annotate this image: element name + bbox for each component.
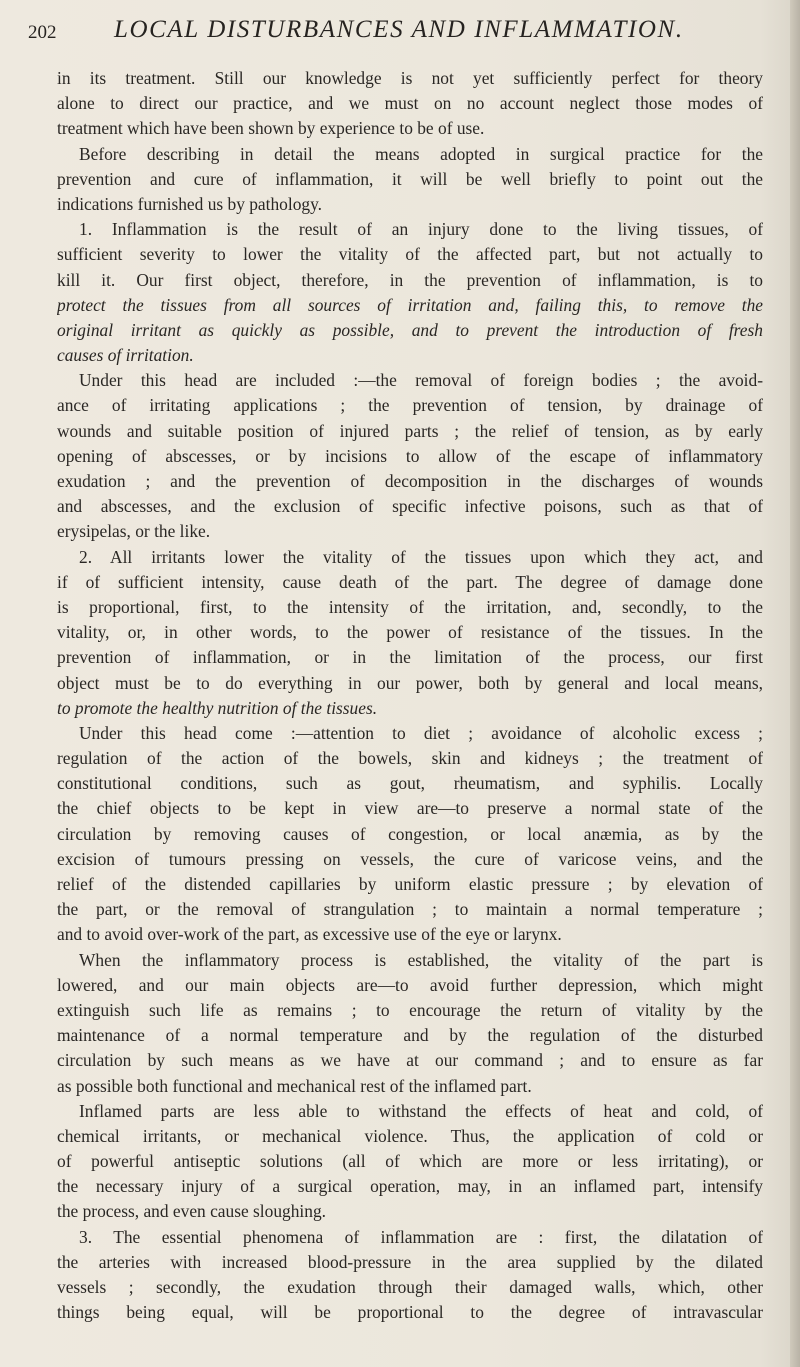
text-line: Before describing in detail the means adopted in surgical practice for the xyxy=(79,143,763,164)
text-line: vitality, or, in other words, to the power of resistance of the tissues. In the xyxy=(57,622,763,643)
text-line: the necessary injury of a surgical operation, may, in an inflamed part, intensify xyxy=(57,1176,763,1197)
text-line: as possible both functional and mechanical rest of the inflamed part. xyxy=(57,1075,532,1096)
text-line: alone to direct our practice, and we must on no account neglect those modes of xyxy=(57,93,763,114)
text-line: and abscesses, and the exclusion of specific infective poisons, such as that of xyxy=(57,496,763,517)
text-line: vessels ; secondly, the exudation through their damaged walls, which, other xyxy=(57,1277,763,1297)
text-line: extinguish such life as remains ; to encourage the return of vitality by the xyxy=(57,999,763,1020)
text-line: Inflamed parts are less able to withstand the effects of heat and cold, of xyxy=(79,1100,763,1121)
text-line: sufficient severity to lower the vitality of the affected part, but not actually to xyxy=(57,244,763,265)
text-line: relief of the distended capillaries by uniform elastic pressure ; by elevation of xyxy=(57,874,763,894)
text-line: original irritant as quickly as possible, and to prevent the introduction of fresh xyxy=(57,319,763,340)
text-line: is proportional, first, to the intensity of the irritation, and, secondly, to the xyxy=(57,596,763,617)
text-line: the chief objects to be kept in view are—to preserve a normal state of the xyxy=(57,798,763,819)
text-line: lowered, and our main objects are—to avoid further depression, which might xyxy=(57,974,763,995)
text-line: erysipelas, or the like. xyxy=(57,521,211,542)
text-line: in its treatment. Still our knowledge is not yet sufficiently perfect for theory xyxy=(57,68,763,88)
text-line: ance of irritating applications ; the prevention of tension, by drainage of xyxy=(57,395,763,416)
text-line: 1. Inflammation is the result of an injury done to the living tissues, of xyxy=(79,219,763,240)
text-line: the part, or the removal of strangulation ; to maintain a normal temperature ; xyxy=(57,899,763,920)
text-line: excision of tumours pressing on vessels, the cure of varicose veins, and the xyxy=(57,848,763,869)
text-line: regulation of the action of the bowels, skin and kidneys ; the treatment of xyxy=(57,748,763,769)
page-number: 202 xyxy=(28,22,57,43)
text-line: circulation by such means as we have at our command ; and to ensure as far xyxy=(57,1050,763,1071)
page-edge-shadow xyxy=(790,0,800,1367)
running-head: LOCAL DISTURBANCES AND INFLAMMATION. xyxy=(114,16,684,43)
text-line: and to avoid over-work of the part, as excessive use of the eye or larynx. xyxy=(57,924,562,945)
text-line: exudation ; and the prevention of decomposition in the discharges of wounds xyxy=(57,471,763,491)
text-line: protect the tissues from all sources of irritation and, failing this, to remove the xyxy=(57,294,763,315)
text-line: Under this head are included :—the removal of foreign bodies ; the avoid- xyxy=(79,370,763,391)
text-line: Under this head come :—attention to diet ; avoidance of alcoholic excess ; xyxy=(79,722,763,743)
text-line: opening of abscesses, or by incisions to allow of the escape of inflammatory xyxy=(57,445,763,466)
text-line: treatment which have been shown by experience to be of use. xyxy=(57,118,485,139)
text-line: to promote the healthy nutrition of the tissues. xyxy=(57,697,378,718)
text-line: indications furnished us by pathology. xyxy=(57,193,323,214)
text-line: of powerful antiseptic solutions (all of which are more or less irritating), or xyxy=(57,1151,763,1172)
text-line: causes of irritation. xyxy=(57,345,194,366)
text-line: maintenance of a normal temperature and by the regulation of the disturbed xyxy=(57,1025,763,1046)
text-line: circulation by removing causes of congestion, or local anæmia, as by the xyxy=(57,823,763,844)
text-line: things being equal, will be proportional to the degree of intravascular xyxy=(57,1302,763,1323)
text-line: kill it. Our first object, therefore, in the prevention of inflammation, is to xyxy=(57,269,763,290)
text-line: When the inflammatory process is established, the vitality of the part is xyxy=(79,949,763,970)
body-text xyxy=(57,66,763,1325)
text-line: if of sufficient intensity, cause death of the part. The degree of damage done xyxy=(57,571,763,592)
page-header xyxy=(28,16,768,56)
text-line: chemical irritants, or mechanical violence. Thus, the application of cold or xyxy=(57,1125,763,1146)
text-line: the process, and even cause sloughing. xyxy=(57,1201,326,1222)
text-line: the arteries with increased blood-pressure in the area supplied by the dilated xyxy=(57,1251,763,1272)
text-line: object must be to do everything in our power, both by general and local means, xyxy=(57,672,763,693)
text-line: prevention and cure of inflammation, it will be well briefly to point out the xyxy=(57,168,763,189)
text-line: 3. The essential phenomena of inflammation are : first, the dilatation of xyxy=(79,1226,763,1247)
text-line: wounds and suitable position of injured parts ; the relief of tension, as by early xyxy=(57,420,763,441)
text-line: constitutional conditions, such as gout, rheumatism, and syphilis. Locally xyxy=(57,773,763,794)
text-line: prevention of inflammation, or in the limitation of the process, our first xyxy=(57,647,763,668)
text-line: 2. All irritants lower the vitality of the tissues upon which they act, and xyxy=(79,546,763,567)
